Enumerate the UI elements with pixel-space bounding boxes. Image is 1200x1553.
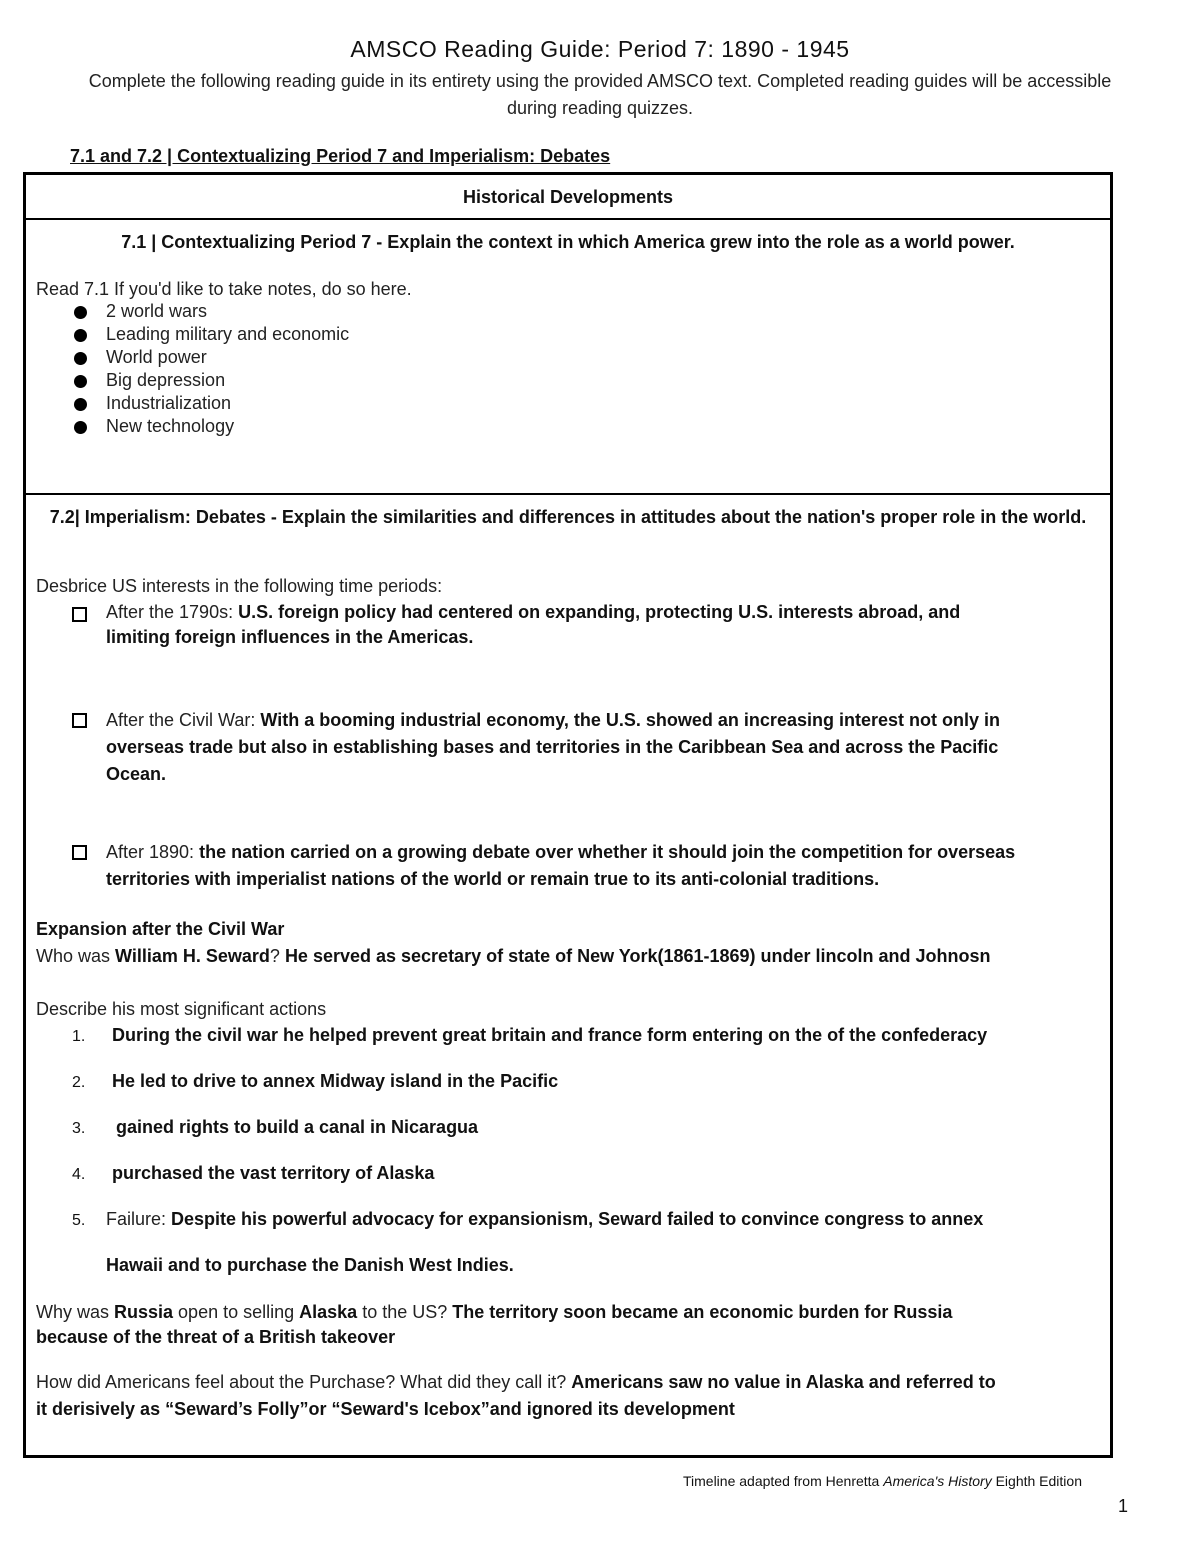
checkbox-icon[interactable] [72, 607, 87, 622]
section-heading: 7.1 and 7.2 | Contextualizing Period 7 and Imperialism: Debates [70, 146, 611, 166]
seward-question: Who was William H. Seward? He served as secretary of state of New York(1861-1869) under lincoln and Johnosn [36, 946, 991, 966]
list-number: 3. [72, 1120, 86, 1137]
purchase-question: How did Americans feel about the Purchase? What did they call it? Americans saw no value in Alaska and referred to it derisively as “Seward’s Folly”or “Seward's Icebox”and ignored its development [36, 1372, 996, 1419]
list-number: 2. [72, 1074, 86, 1091]
period-civil-war: After the Civil War: With a booming industrial economy, the U.S. showed an increasing interest not only in overseas trade but also in establishing bases and territories in the Caribbean Sea and across the Pacific Ocean. [106, 710, 1000, 784]
historical-developments-table [23, 172, 1113, 1458]
row-divider [26, 493, 1110, 495]
bullet-icon [74, 306, 87, 319]
period-1890: After 1890: the nation carried on a growing debate over whether it should join the competition for overseas territories with imperialist nations of the world or remain true to its anti-colonial traditions. [106, 842, 1016, 889]
action-item: purchased the vast territory of Alaska [112, 1163, 435, 1183]
note-item[interactable]: Industrialization [106, 393, 232, 413]
note-item[interactable]: New technology [106, 416, 235, 436]
s71-heading: 7.1 | Contextualizing Period 7 - Explain the context in which America grew into the role as a world power. [121, 232, 1015, 252]
russia-question: Why was Russia open to selling Alaska to the US? The territory soon became an economic burden for Russia because of the threat of a British takeover [36, 1302, 953, 1347]
footer-credit: Timeline adapted from Henretta America's History Eighth Edition [682, 1473, 1082, 1489]
page-number: 1 [1117, 1496, 1128, 1516]
list-number: 1. [72, 1028, 86, 1045]
s71-prompt: Read 7.1 If you'd like to take notes, do so here. [36, 279, 412, 299]
note-item[interactable]: World power [106, 347, 207, 367]
checkbox-icon[interactable] [72, 713, 87, 728]
s72-prompt: Desbrice US interests in the following time periods: [36, 576, 443, 596]
note-item[interactable]: 2 world wars [106, 301, 208, 321]
note-item[interactable]: Leading military and economic [106, 324, 350, 344]
bullet-icon [74, 352, 87, 365]
s72-heading: 7.2| Imperialism: Debates - Explain the similarities and differences in attitudes about the nation's proper role in the world. [49, 507, 1087, 527]
page-title: AMSCO Reading Guide: Period 7: 1890 - 1945 [350, 36, 850, 62]
bullet-icon [74, 329, 87, 342]
actions-prompt: Describe his most significant actions [36, 999, 327, 1019]
failure-item: Failure: Despite his powerful advocacy for expansionism, Seward failed to convince congress to annex [106, 1209, 984, 1229]
bullet-icon [74, 375, 87, 388]
bullet-icon [74, 398, 87, 411]
list-number: 5. [72, 1212, 86, 1229]
list-number: 4. [72, 1166, 86, 1183]
failure-item-continued: Hawaii and to purchase the Danish West Indies. [106, 1255, 514, 1275]
row-divider [26, 218, 1110, 220]
action-item: During the civil war he helped prevent great britain and france form entering on the of the confederacy [112, 1025, 988, 1045]
expansion-heading: Expansion after the Civil War [36, 919, 285, 939]
period-1790s: After the 1790s: U.S. foreign policy had centered on expanding, protecting U.S. interests abroad, and limiting foreign influences in the Americas. [106, 602, 961, 647]
note-item[interactable]: Big depression [106, 370, 226, 390]
checkbox-icon[interactable] [72, 845, 87, 860]
intro-instructions: Complete the following reading guide in its entirety using the provided AMSCO text. Completed reading guides will be accessible during reading quizzes. [88, 71, 1112, 118]
action-item: gained rights to build a canal in Nicaragua [116, 1117, 479, 1137]
table-header: Historical Developments [462, 187, 674, 207]
bullet-icon [74, 421, 87, 434]
action-item: He led to drive to annex Midway island in the Pacific [112, 1071, 559, 1091]
